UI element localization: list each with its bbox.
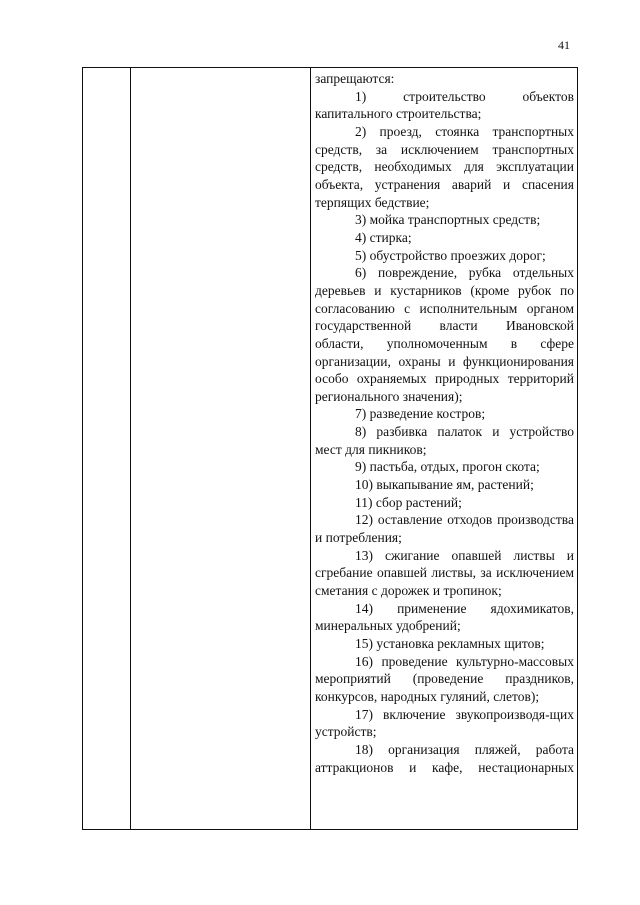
restriction-item: 6) повреждение, рубка отдельных деревьев и кустарников (кроме рубок по согласованию с исполнительным органом государственной власти Ивановской области, уполномоченным в сфере организации, охраны и функционирования особо охраняемых природных территорий регионального значения); [315,265,574,404]
restriction-item: 3) мойка транспортных средств; [355,212,541,228]
restriction-item: 16) проведение культурно-массовых мероприятий (проведение праздников, конкурсов, народных гуляний, слетов); [315,653,574,704]
restriction-item: 1) строительство объектов капитального строительства; [315,88,574,122]
restriction-item: 15) установка рекламных щитов; [355,636,545,651]
regulation-table [82,67,578,830]
restriction-item: 10) выкапывание ям, растений; [355,477,534,493]
restriction-item: 11) сбор растений; [355,494,462,510]
page-number: 41 [558,38,570,52]
restriction-item: 18) организация пляжей, работа аттракционов и кафе, нестационарных [315,741,574,775]
table-cell-restrictions [311,68,578,830]
table-cell-col1 [83,68,131,830]
restriction-item: 17) включение звукопроизводя-щих устройств; [315,706,574,740]
restriction-item: 9) пастьба, отдых, прогон скота; [355,459,540,475]
table-row [83,68,578,830]
restriction-item: 8) разбивка палаток и устройство мест для пикников; [315,424,574,457]
restriction-item: 4) стирка; [355,229,412,245]
restriction-item: 14) применение ядохимикатов, минеральных удобрений; [315,600,574,634]
restriction-item: 13) сжигание опавшей листвы и сгребание опавшей листвы, за исключением сметания с дорожек и тропинок; [315,547,574,599]
restriction-item: 5) обустройство проезжих дорог; [355,247,546,263]
restriction-item: 7) разведение костров; [355,406,486,422]
restrictions-intro: запрещаются: [315,71,395,86]
table-cell-col2 [131,68,311,830]
restrictions-list [311,68,577,776]
restriction-item: 12) оставление отходов производства и потребления; [315,512,574,546]
restriction-item: 2) проезд, стоянка транспортных средств, за исключением транспортных средств, необходимых для эксплуатации объекта, устранения аварий и спасения терпящих бедствие; [315,123,574,210]
